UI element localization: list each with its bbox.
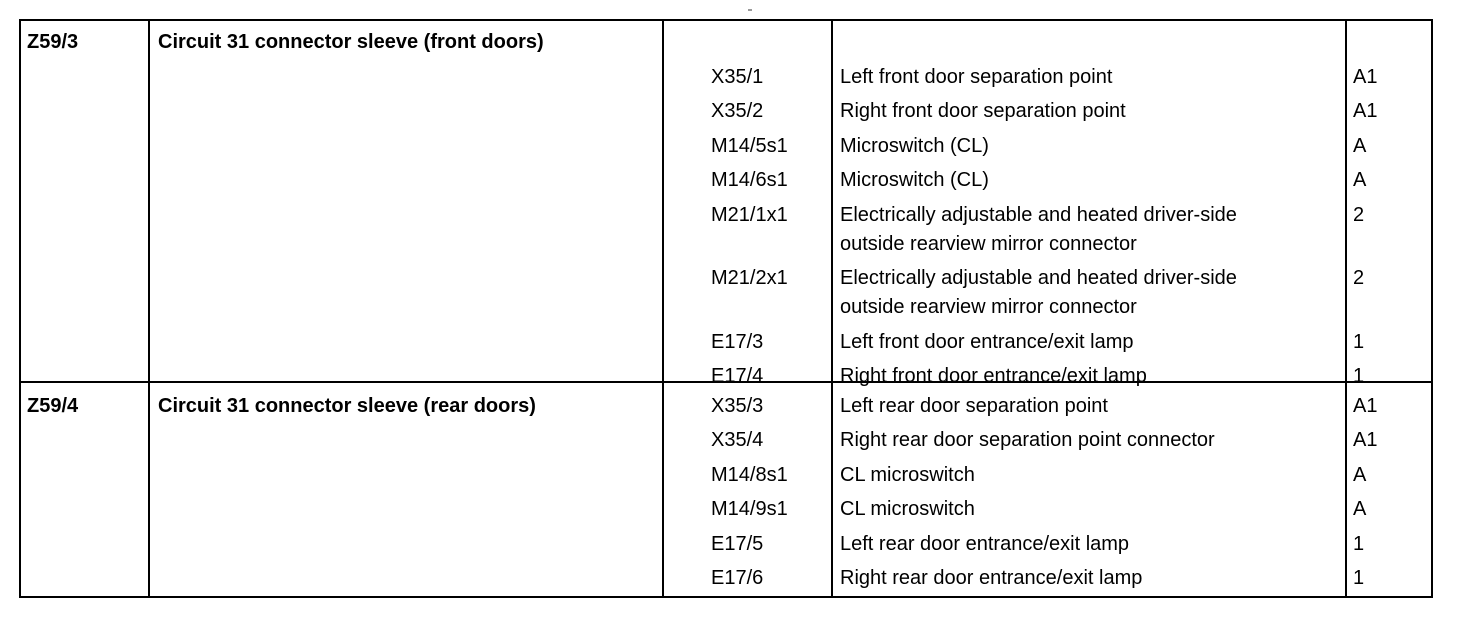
component-description: Left front door separation point xyxy=(840,66,1113,88)
grid-location: A1 xyxy=(1353,429,1378,452)
component-code: M14/5s1 xyxy=(711,134,788,157)
component-code: E17/5 xyxy=(711,532,764,555)
component-code: M21/2x1 xyxy=(711,267,788,290)
component-code: M14/9s1 xyxy=(711,498,788,521)
component-code: X35/3 xyxy=(711,395,764,417)
grid-location: A xyxy=(1353,134,1367,157)
component-description: outside rearview mirror connector xyxy=(840,232,1137,255)
component-code: X35/2 xyxy=(711,100,764,123)
grid-location: 1 xyxy=(1353,532,1365,555)
column-divider-3 xyxy=(831,19,833,598)
component-code: M21/1x1 xyxy=(711,203,788,226)
component-description: Electrically adjustable and heated driver-side xyxy=(840,203,1237,226)
grid-location: 2 xyxy=(1353,267,1365,290)
component-description: CL microswitch xyxy=(840,498,975,521)
column-divider-1 xyxy=(148,19,150,598)
grid-location: 1 xyxy=(1353,567,1365,589)
grid-location: 1 xyxy=(1353,365,1365,388)
grid-location: 1 xyxy=(1353,330,1365,353)
component-description: Right rear door separation point connector xyxy=(840,429,1215,452)
group-id: Z59/4 xyxy=(27,395,79,417)
component-code: E17/6 xyxy=(711,567,764,589)
grid-location: A1 xyxy=(1353,66,1378,88)
component-description: CL microswitch xyxy=(840,463,975,486)
component-description: Microswitch (CL) xyxy=(840,134,989,157)
component-description: Right front door entrance/exit lamp xyxy=(840,365,1147,388)
component-code: X35/4 xyxy=(711,429,764,452)
grid-location: A xyxy=(1353,169,1367,192)
component-code: M14/8s1 xyxy=(711,463,788,486)
column-divider-2 xyxy=(662,19,664,598)
grid-location: A1 xyxy=(1353,395,1378,417)
group-title: Circuit 31 connector sleeve (front doors) xyxy=(158,31,544,53)
grid-location: A1 xyxy=(1353,100,1378,123)
scan-artifact xyxy=(748,9,752,11)
component-description: Left front door entrance/exit lamp xyxy=(840,330,1134,353)
component-code: E17/4 xyxy=(711,365,764,388)
grid-location: A xyxy=(1353,463,1367,486)
component-description: Left rear door entrance/exit lamp xyxy=(840,532,1130,555)
grid-location: 2 xyxy=(1353,203,1365,226)
component-description: Right front door separation point xyxy=(840,100,1126,123)
component-code: E17/3 xyxy=(711,330,764,353)
component-code: X35/1 xyxy=(711,66,764,88)
component-description: Right rear door entrance/exit lamp xyxy=(840,567,1143,589)
group-title: Circuit 31 connector sleeve (rear doors) xyxy=(158,395,536,417)
component-description: Left rear door separation point xyxy=(840,395,1108,417)
group-id: Z59/3 xyxy=(27,31,79,53)
component-description: Electrically adjustable and heated driver-side xyxy=(840,267,1237,290)
grid-location: A xyxy=(1353,498,1367,521)
component-description: outside rearview mirror connector xyxy=(840,296,1137,319)
column-divider-4 xyxy=(1345,19,1347,598)
component-description: Microswitch (CL) xyxy=(840,169,989,192)
component-code: M14/6s1 xyxy=(711,169,788,192)
